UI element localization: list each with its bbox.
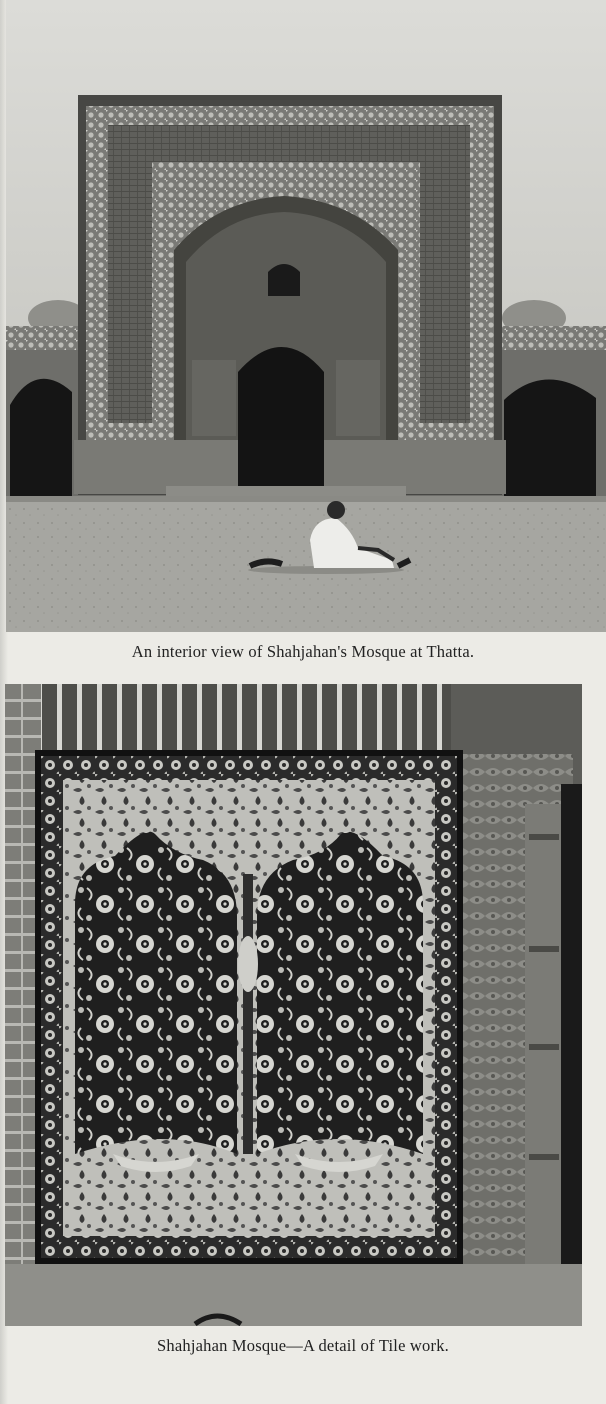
figure-caption-2: Shahjahan Mosque—A detail of Tile work. [157,1336,449,1355]
tile-panel-photo [5,684,582,1326]
figure-caption-1: An interior view of Shahjahan's Mosque at Thatta. [131,642,475,661]
mosque-facade-photo [6,0,606,632]
